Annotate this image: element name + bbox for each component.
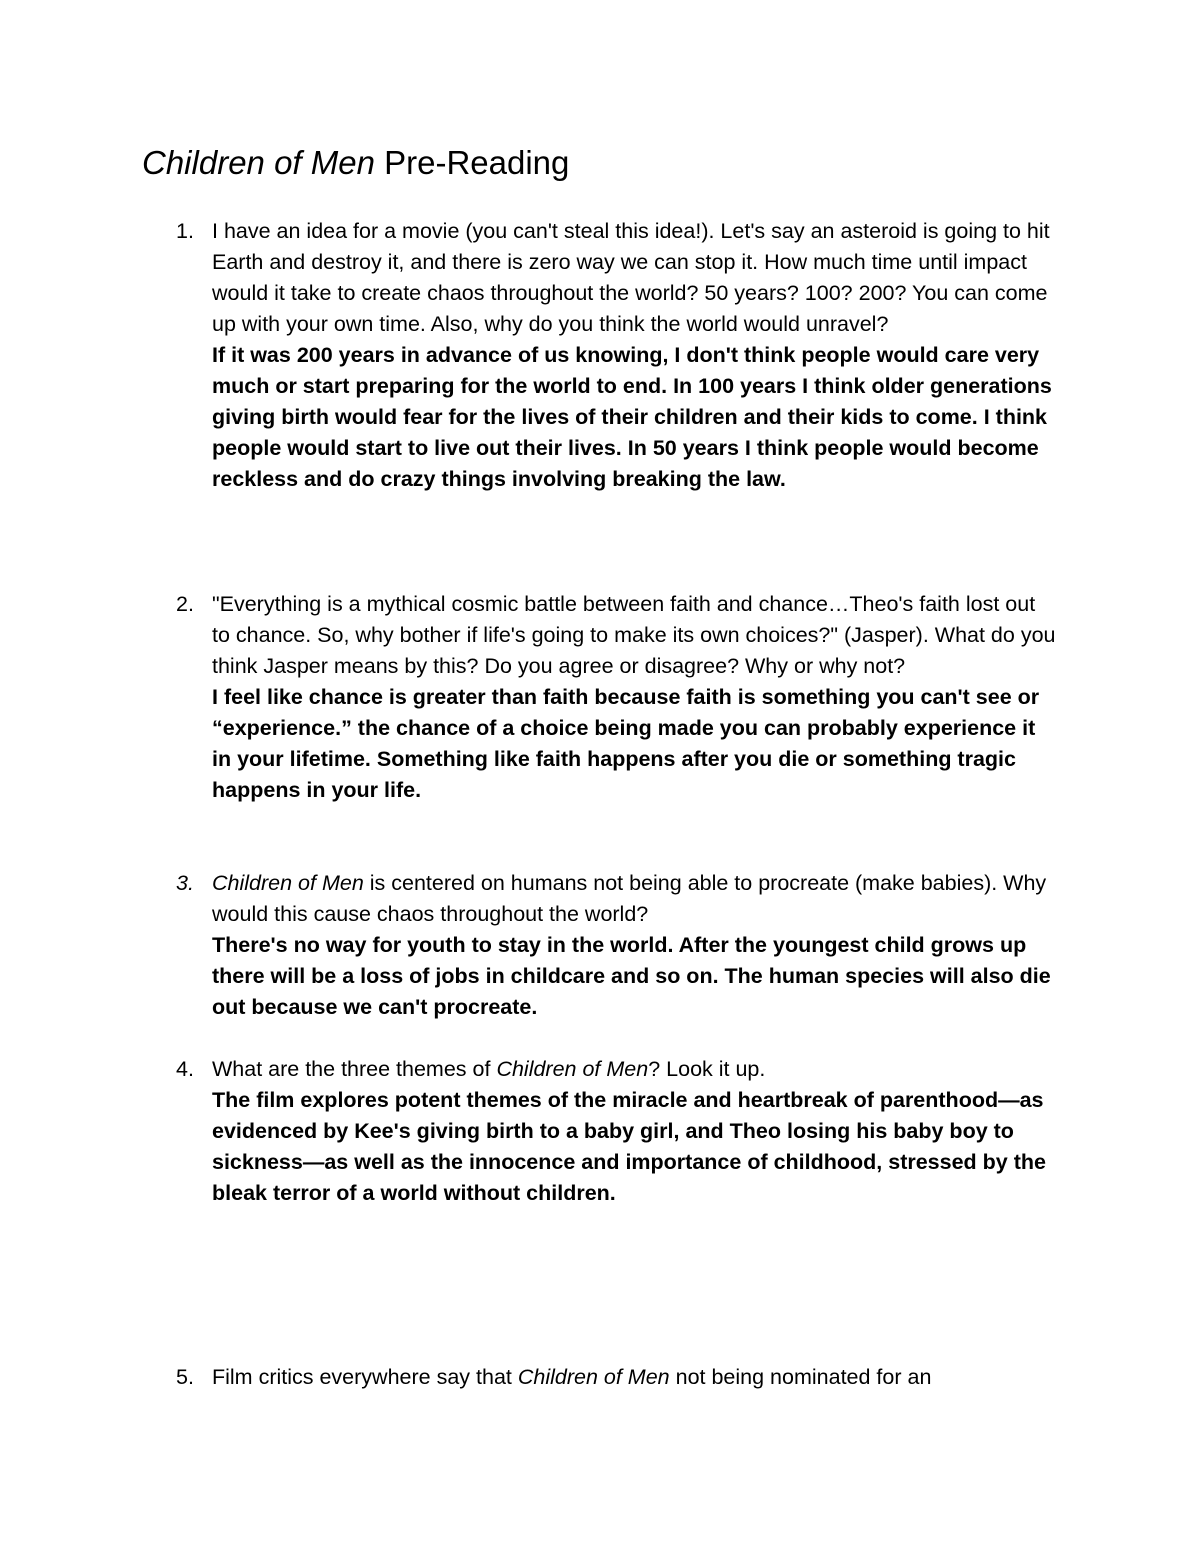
page-title bbox=[142, 141, 569, 185]
question-prompt: "Everything is a mythical cosmic battle between faith and chance…Theo's faith lost out to chance. So, why bother if life's going to make its own choices?" (Jasper). What do you think Jasper means by this? Do you agree or disagree? Why or why not? bbox=[212, 592, 1056, 678]
question-answer: If it was 200 years in advance of us knowing, I don't think people would care very much or start preparing for the world to end. In 100 years I think older generations giving birth would fear for the lives of their children and their kids to come. I think people would start to live out their lives. In 50 years I think people would become reckless and do crazy things involving breaking the law. bbox=[212, 343, 1052, 491]
question-prompt bbox=[212, 1054, 1056, 1085]
film-title-italic: Children of Men bbox=[517, 1365, 670, 1389]
question-prompt bbox=[212, 1362, 1056, 1393]
question-answer: I feel like chance is greater than faith because faith is something you can't see or “experience.” the chance of a choice being made you can probably experience it in your lifetime. Something like faith happens after you die or something tragic happens in your life. bbox=[212, 685, 1040, 802]
question-body bbox=[212, 1362, 1056, 1393]
question-body bbox=[212, 1054, 1056, 1209]
film-title-italic: Children of Men bbox=[212, 871, 364, 895]
film-title-italic: Children of Men bbox=[496, 1057, 649, 1081]
title-italic: Children of Men bbox=[142, 144, 375, 181]
question-body bbox=[212, 216, 1056, 495]
question-prompt bbox=[212, 868, 1056, 930]
question-body bbox=[212, 589, 1056, 806]
prompt-text: What are the three themes of bbox=[212, 1057, 497, 1081]
question-answer: The film explores potent themes of the miracle and heartbreak of parenthood—as evidenced by Kee's giving birth to a baby girl, and Theo losing his baby boy to sickness—as well as the innocence and importance of childhood, stressed by the bleak terror of a world without children. bbox=[212, 1088, 1046, 1205]
question-prompt: I have an idea for a movie (you can't steal this idea!). Let's say an asteroid is going to hit Earth and destroy it, and there is zero way we can stop it. How much time until impact would it take to create chaos throughout the world? 50 years? 100? 200? You can come up with your own time. Also, why do you think the world would unravel? bbox=[212, 219, 1050, 336]
question-answer: There's no way for youth to stay in the world. After the youngest child grows up there will be a loss of jobs in childcare and so on. The human species will also die out because we can't procreate. bbox=[212, 933, 1051, 1019]
question-number: 5. bbox=[176, 1365, 194, 1389]
prompt-text: not being nominated for an bbox=[669, 1365, 932, 1389]
question-number: 1. bbox=[176, 219, 194, 243]
question-number: 2. bbox=[176, 592, 194, 616]
question-number: 3. bbox=[176, 871, 194, 895]
title-regular: Pre-Reading bbox=[374, 144, 570, 181]
question-body bbox=[212, 868, 1056, 1023]
question-number: 4. bbox=[176, 1057, 194, 1081]
prompt-text: ? Look it up. bbox=[648, 1057, 766, 1081]
prompt-text: is centered on humans not being able to procreate (make babies). Why would this cause chaos throughout the world? bbox=[212, 871, 1047, 926]
prompt-text: Film critics everywhere say that bbox=[212, 1365, 518, 1389]
